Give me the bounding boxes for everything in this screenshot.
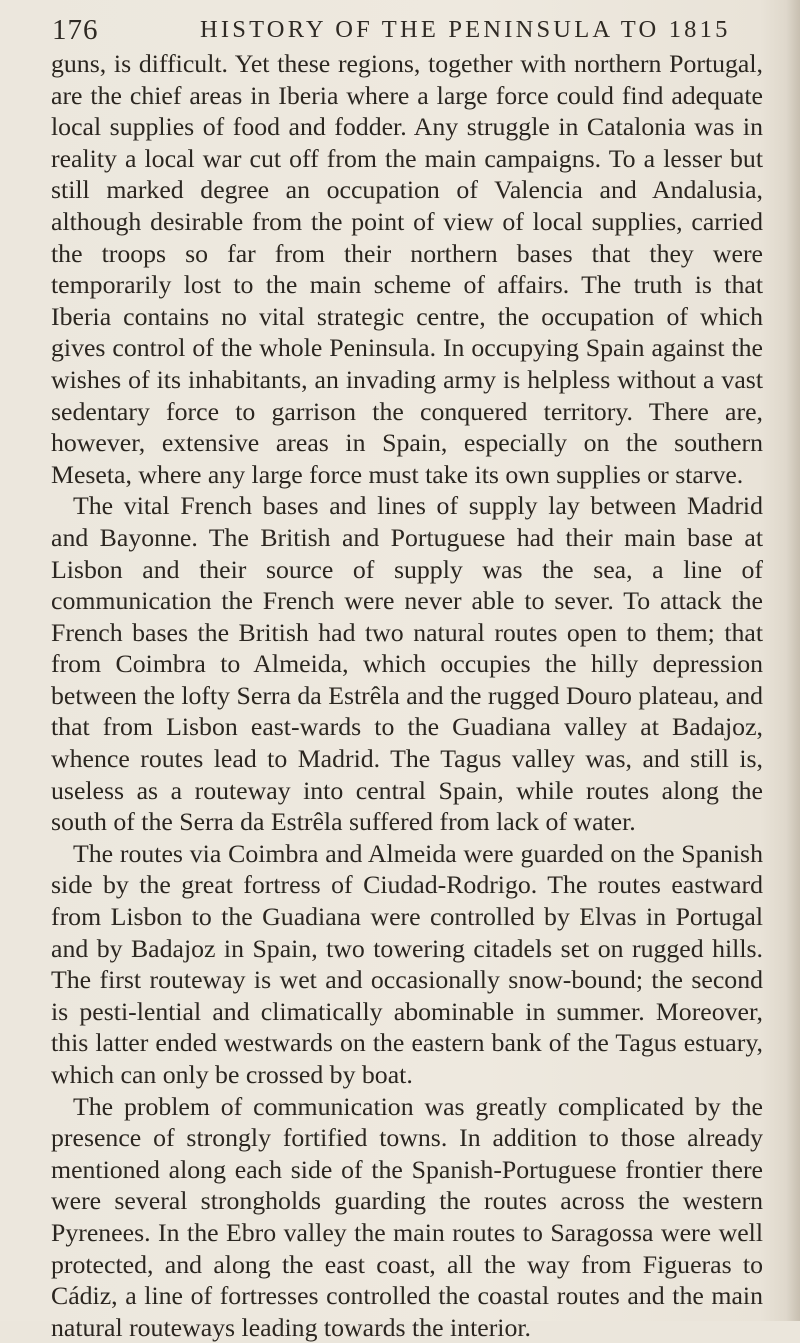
- running-head: HISTORY OF THE PENINSULA TO 1815: [200, 16, 731, 43]
- paragraph-2: The vital French bases and lines of supply lay between Madrid and Bayonne. The British and Portuguese had their main base at Lisbon and their source of supply was the sea, a line of communication the French were never able to sever. To attack the French bases the British had two natural routes open to them; that from Coimbra to Almeida, which occupies the hilly depression between the lofty Serra da Estrêla and the rugged Douro plateau, and that from Lisbon east-wards to the Guadiana valley at Badajoz, whence routes lead to Madrid. The Tagus valley was, and still is, useless as a routeway into central Spain, while routes along the south of the Serra da Estrêla suffered from lack of water.: [51, 491, 764, 837]
- paragraph-1: guns, is difficult. Yet these regions, together with northern Portugal, are the chief areas in Iberia where a large force could find adequate local supplies of food and fodder. Any struggle in Catalonia was in reality a local war cut off from the main campaigns. To a lesser but still marked degree an occupation of Valencia and Andalusia, although desirable from the point of view of local supplies, carried the troops so far from their northern bases that they were temporarily lost to the main scheme of affairs. The truth is that Iberia contains no vital strategic centre, the occupation of which gives control of the whole Peninsula. In occupying Spain against the wishes of its inhabitants, an invading army is helpless without a vast sedentary force to garrison the conquered territory. There are, however, extensive areas in Spain, especially on the southern Meseta, where any large force must take its own supplies or starve.: [51, 49, 763, 489]
- page-edge-shadow: [786, 0, 800, 1321]
- page-number: 176: [52, 14, 99, 46]
- paragraph-4: The problem of communication was greatly complicated by the presence of strongly fortified towns. In addition to those already mentioned along each side of the Spanish-Portuguese frontier there were several strongholds guarding the routes across the western Pyrenees. In the Ebro valley the main routes to Saragossa were well protected, and along the east coast, all the way from Figueras to Cádiz, a line of fortresses controlled the coastal routes and the main natural routeways leading towards the interior.: [51, 1091, 763, 1342]
- body-text: [51, 48, 763, 1343]
- page-header: [52, 14, 772, 48]
- paragraph-3: The routes via Coimbra and Almeida were guarded on the Spanish side by the great fortress of Ciudad-Rodrigo. The routes eastward from Lisbon to the Guadiana were controlled by Elvas in Portugal and by Badajoz in Spain, two towering citadels set on rugged hills. The first routeway is wet and occasionally snow-bound; the second is pesti-lential and climatically abominable in summer. Moreover, this latter ended westwards on the eastern bank of the Tagus estuary, which can only be crossed by boat.: [51, 838, 763, 1089]
